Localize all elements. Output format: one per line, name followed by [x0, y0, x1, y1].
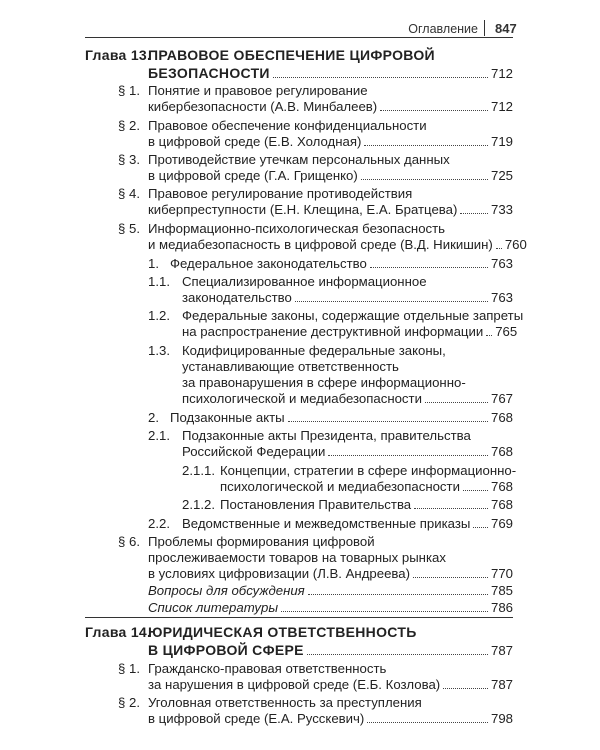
chapter-label: Глава 13. — [85, 47, 152, 63]
entry-text: Федеральные законы, содержащие отдельные запреты — [182, 308, 524, 323]
entry-text: 2. Подзаконные акты — [148, 410, 285, 425]
entry-text: в цифровой среде (Е.В. Холодная) — [148, 134, 362, 149]
entry-page: 765 — [495, 324, 518, 339]
running-header-title: Оглавление — [408, 22, 478, 36]
entry-text: Концепции, стратегии в сфере информационно- — [220, 463, 517, 478]
entry-text: и медиабезопасность в цифровой среде (В.Д. Никишин) — [148, 237, 493, 252]
entry-page: 770 — [490, 566, 513, 581]
entry-page: 785 — [490, 583, 513, 598]
entry-page: 719 — [490, 134, 513, 149]
entry-text: на распространение деструктивной информации — [182, 324, 484, 339]
entry-text: 1. Федеральное законодательство — [148, 256, 367, 271]
chapter-title-line-2: В ЦИФРОВОЙ СФЕРЕ — [148, 642, 304, 658]
entry-text: за правонарушения в сфере информационно- — [182, 375, 466, 390]
entry-text: прослеживаемости товаров на товарных рынках — [148, 550, 446, 565]
entry-text: Правовое регулирование противодействия — [148, 186, 413, 201]
entry-text: устанавливающие ответственность — [182, 359, 399, 374]
entry-page: 760 — [504, 237, 527, 252]
entry-text: в условиях цифровизации (Л.В. Андреева) — [148, 566, 410, 581]
entry-text: психологической и медиабезопасности — [220, 479, 460, 494]
entry-text: Российской Федерации — [182, 444, 326, 459]
entry-page: 769 — [490, 516, 513, 531]
section-number: 2.1. — [148, 428, 170, 443]
section-number: 1.3. — [148, 343, 170, 358]
entry-page: 768 — [490, 497, 513, 512]
entry-text: Гражданско-правовая ответственность — [148, 661, 387, 676]
section-number: 2.2. — [148, 516, 170, 531]
entry-text: Понятие и правовое регулирование — [148, 83, 368, 98]
entry-text: Постановления Правительства — [220, 497, 412, 512]
entry-text: кибербезопасности (А.В. Минбалеев) — [148, 99, 378, 114]
chapter-page: 787 — [490, 643, 513, 658]
page-number: 847 — [495, 21, 517, 36]
section-number: § 1. — [118, 661, 140, 676]
chapter-divider-rule — [85, 617, 513, 618]
chapter-title-line-2: БЕЗОПАСНОСТИ — [148, 65, 270, 81]
entry-text: киберпреступности (Е.Н. Клещина, Е.А. Братцева) — [148, 202, 458, 217]
entry-page: 798 — [490, 711, 513, 726]
section-number: 2.1.2. — [182, 497, 215, 512]
entry-text: Ведомственные и межведомственные приказы — [182, 516, 471, 531]
entry-text: законодательство — [182, 290, 292, 305]
entry-text: психологической и медиабезопасности — [182, 391, 422, 406]
entry-text: Специализированное информационное — [182, 274, 427, 289]
entry-page: 768 — [490, 410, 513, 425]
entry-page: 712 — [490, 99, 513, 114]
entry-text: Уголовная ответственность за преступления — [148, 695, 422, 710]
section-number: § 2. — [118, 118, 140, 133]
entry-text: Список литературы — [148, 600, 279, 615]
section-number: § 4. — [118, 186, 140, 201]
section-number: 1.2. — [148, 308, 170, 323]
running-header — [0, 10, 600, 40]
section-number: § 5. — [118, 221, 140, 236]
section-number: § 3. — [118, 152, 140, 167]
entry-text: Правовое обеспечение конфиденциальности — [148, 118, 427, 133]
chapter-page: 712 — [490, 66, 513, 81]
entry-text: Противодействие утечкам персональных данных — [148, 152, 450, 167]
entry-text: Вопросы для обсуждения — [148, 583, 305, 598]
entry-page: 768 — [490, 444, 513, 459]
entry-page: 763 — [490, 256, 513, 271]
top-rule — [85, 37, 513, 38]
entry-page: 768 — [490, 479, 513, 494]
entry-page: 733 — [490, 202, 513, 217]
entry-text: Кодифицированные федеральные законы, — [182, 343, 446, 358]
entry-text: Информационно-психологическая безопасность — [148, 221, 446, 236]
entry-text: Проблемы формирования цифровой — [148, 534, 375, 549]
entry-text: за нарушения в цифровой среде (Е.Б. Козлова) — [148, 677, 441, 692]
entry-text: в цифровой среде (Г.А. Грищенко) — [148, 168, 358, 183]
section-number: 2.1.1. — [182, 463, 215, 478]
entry-text: Подзаконные акты Президента, правительства — [182, 428, 471, 443]
chapter-title-line-1: ПРАВОВОЕ ОБЕСПЕЧЕНИЕ ЦИФРОВОЙ — [148, 47, 435, 63]
chapter-title-line-1: ЮРИДИЧЕСКАЯ ОТВЕТСТВЕННОСТЬ — [148, 624, 417, 640]
entry-text: в цифровой среде (Е.А. Русскевич) — [148, 711, 365, 726]
header-separator — [484, 20, 485, 36]
section-number: § 2. — [118, 695, 140, 710]
entry-page: 767 — [490, 391, 513, 406]
entry-page: 725 — [490, 168, 513, 183]
section-number: § 6. — [118, 534, 140, 549]
section-number: § 1. — [118, 83, 140, 98]
entry-page: 786 — [490, 600, 513, 615]
chapter-label: Глава 14. — [85, 624, 152, 640]
entry-page: 787 — [490, 677, 513, 692]
section-number: 1.1. — [148, 274, 170, 289]
entry-page: 763 — [490, 290, 513, 305]
